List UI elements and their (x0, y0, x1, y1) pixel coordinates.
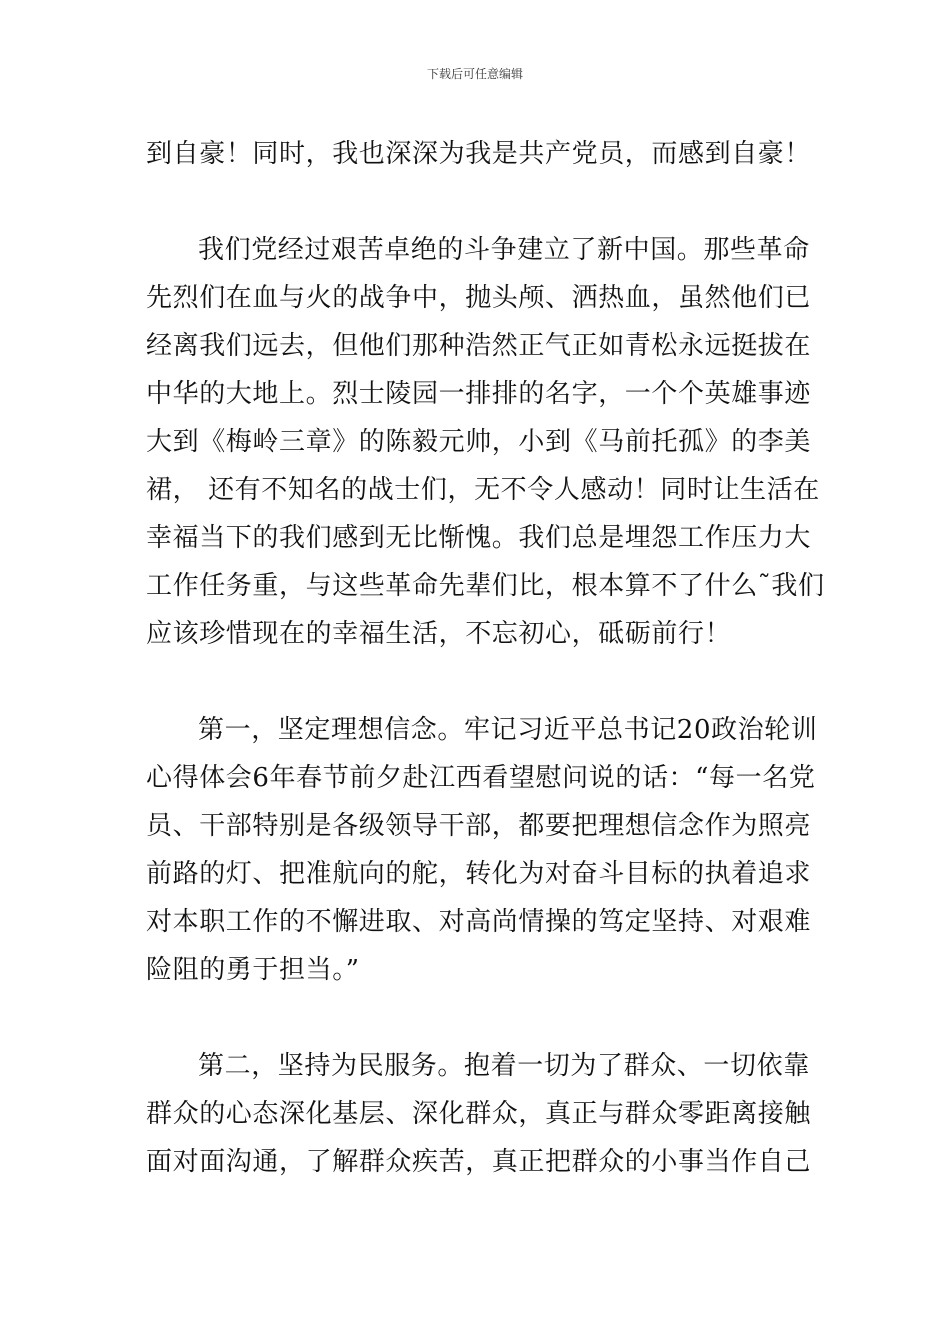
text-line: 先烈们在血与火的战争中，抛头颅、洒热血，虽然他们已 (146, 283, 812, 313)
paragraph-gap (146, 658, 816, 706)
text-line: 应该珍惜现在的幸福生活，不忘初心，砥砺前行！ (146, 619, 732, 649)
text-line: 裙， 还有不知名的战士们，无不令人感动！同时让生活在 (146, 475, 820, 505)
text-line: 中华的大地上。烈士陵园一排排的名字，一个个英雄事迹 (146, 379, 812, 409)
text-line: 工作任务重，与这些革命先辈们比，根本算不了什么˜我们 (146, 571, 825, 601)
text-line: 心得体会6年春节前夕赴江西看望慰问说的话：“每一名党 (146, 763, 816, 793)
text-line: 第一，坚定理想信念。牢记习近平总书记20政治轮训 (198, 715, 818, 745)
text-line: 经离我们远去，但他们那种浩然正气正如青松永远挺拔在 (146, 331, 812, 361)
paragraph-gap (146, 178, 816, 226)
text-line: 第二，坚持为民服务。抱着一切为了群众、一切依靠 (198, 1051, 810, 1081)
text-line: 险阻的勇于担当。” (146, 955, 360, 985)
text-line: 员、干部特别是各级领导干部，都要把理想信念作为照亮 (146, 811, 812, 841)
text-line: 群众的心态深化基层、深化群众，真正与群众零距离接触 (146, 1099, 812, 1129)
text-line: 面对面沟通，了解群众疾苦，真正把群众的小事当作自己 (146, 1147, 812, 1177)
text-line: 到自豪！同时，我也深深为我是共产党员，而感到自豪！ (146, 139, 812, 169)
document-body (146, 130, 825, 1186)
page-header: 下载后可任意编辑 (426, 67, 523, 81)
text-line: 大到《梅岭三章》的陈毅元帅，小到《马前托孤》的李美 (146, 427, 812, 457)
text-line: 对本职工作的不懈进取、对高尚情操的笃定坚持、对艰难 (146, 907, 812, 937)
text-line: 幸福当下的我们感到无比惭愧。我们总是埋怨工作压力大 (146, 523, 812, 553)
text-line: 前路的灯、把准航向的舵，转化为对奋斗目标的执着追求 (146, 859, 812, 889)
paragraph-gap (146, 994, 816, 1042)
text-line: 我们党经过艰苦卓绝的斗争建立了新中国。那些革命 (198, 235, 810, 265)
